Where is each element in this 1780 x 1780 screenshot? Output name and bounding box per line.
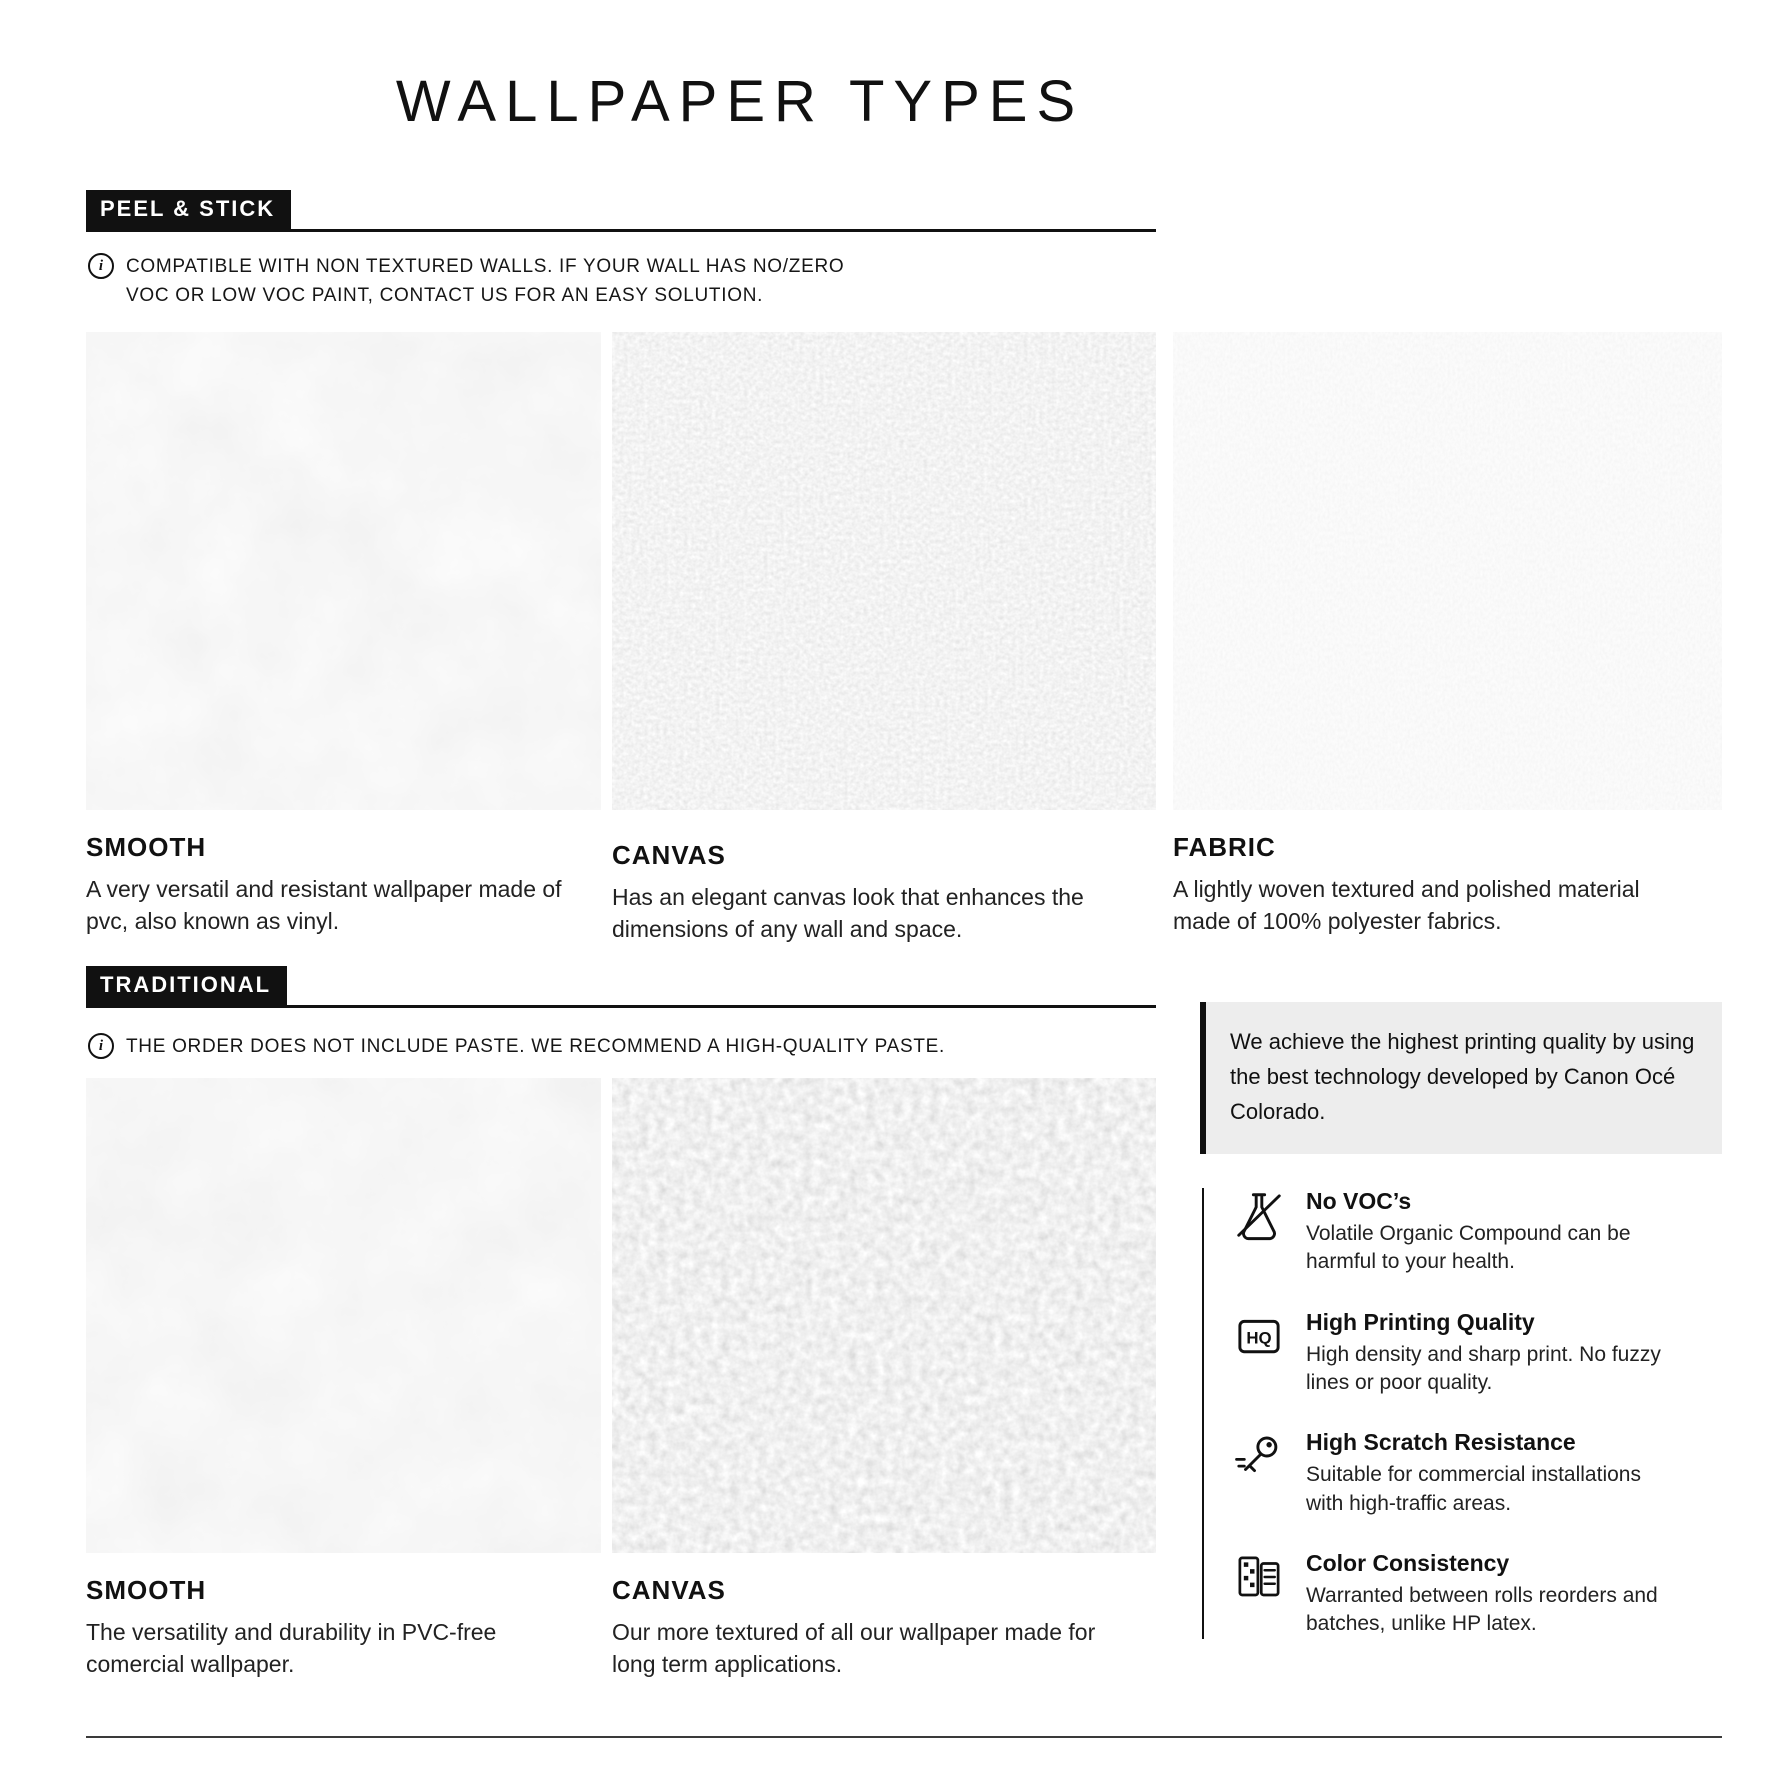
feature-text: [1306, 1309, 1676, 1398]
traditional-swatch-row: [86, 1078, 1173, 1680]
peel-stick-note-text: COMPATIBLE WITH NON TEXTURED WALLS. IF YOUR WALL HAS NO/ZERO VOC OR LOW VOC PAINT, CONTACT US FOR AN EASY SOLUTION.: [126, 256, 845, 307]
fabric-linen-texture-image: [1173, 332, 1722, 810]
feature-text: [1306, 1429, 1676, 1518]
info-icon: i: [88, 253, 114, 279]
hq-badge-label: HQ: [1246, 1328, 1272, 1347]
feature-title: High Scratch Resistance: [1306, 1429, 1576, 1456]
swatch-traditional-smooth: [86, 1078, 601, 1680]
swatch-traditional-canvas: [612, 1078, 1156, 1680]
feature-description: High density and sharp print. No fuzzy lines or poor quality.: [1306, 1342, 1661, 1395]
feature-scratch-resistance: [1232, 1429, 1726, 1518]
swatch-description: A lightly woven textured and polished material made of 100% polyester fabrics.: [1173, 876, 1640, 935]
peel-stick-header-bar: [86, 190, 1156, 232]
swatch-description: The versatility and durability in PVC-free comercial wallpaper.: [86, 1619, 497, 1678]
feature-color-consistency: [1232, 1550, 1726, 1639]
peel-stick-section-tag: PEEL & STICK: [86, 190, 291, 229]
feature-high-printing-quality: [1232, 1309, 1726, 1398]
swatch-description: Our more textured of all our wallpaper made for long term applications.: [612, 1619, 1096, 1678]
swatch-name: FABRIC: [1173, 832, 1276, 862]
feature-text: [1306, 1188, 1676, 1277]
feature-title: Color Consistency: [1306, 1550, 1510, 1577]
page-title: WALLPAPER TYPES: [395, 69, 1085, 134]
swatch-name: SMOOTH: [86, 1575, 207, 1605]
feature-title: High Printing Quality: [1306, 1308, 1535, 1335]
canvas-weave-texture-image: [612, 332, 1156, 810]
swatch-name: SMOOTH: [86, 832, 207, 862]
peel-stick-note: [88, 252, 918, 311]
feature-description: Warranted between rolls reorders and batches, unlike HP latex.: [1306, 1584, 1658, 1636]
feature-no-voc: [1232, 1188, 1726, 1277]
smooth-paper-texture-image: [86, 1078, 601, 1553]
peel-stick-swatch-row: [86, 332, 1722, 945]
feature-text: [1306, 1550, 1676, 1639]
traditional-note-text: THE ORDER DOES NOT INCLUDE PASTE. WE RECOMMEND A HIGH-QUALITY PASTE.: [126, 1036, 945, 1057]
feature-title: No VOC’s: [1306, 1188, 1412, 1214]
scratch-key-icon: [1232, 1429, 1286, 1483]
feature-description: Suitable for commercial installations with high-traffic areas.: [1306, 1463, 1641, 1515]
swatch-peel-fabric: [1173, 332, 1722, 945]
swatch-description: A very versatil and resistant wallpaper made of pvc, also known as vinyl.: [86, 876, 562, 935]
coarse-canvas-texture-image: [612, 1078, 1156, 1553]
traditional-note: [88, 1032, 1128, 1061]
printing-quality-statement: We achieve the highest printing quality by using the best technology developed by Canon Océ Colorado.: [1200, 1002, 1722, 1154]
no-voc-icon: [1232, 1188, 1286, 1242]
traditional-section-tag: TRADITIONAL: [86, 966, 287, 1005]
info-icon: i: [88, 1033, 114, 1059]
swatch-description: Has an elegant canvas look that enhances the dimensions of any wall and space.: [612, 884, 1084, 943]
feature-list: [1202, 1188, 1726, 1639]
hq-badge-icon: [1232, 1309, 1286, 1363]
bottom-divider: [86, 1736, 1722, 1738]
smooth-vinyl-texture-image: [86, 332, 601, 810]
color-swatch-icon: [1232, 1550, 1286, 1604]
traditional-header-bar: [86, 966, 1156, 1008]
swatch-name: CANVAS: [612, 1575, 726, 1605]
feature-description: Volatile Organic Compound can be harmful to your health.: [1306, 1222, 1631, 1274]
swatch-peel-canvas: [612, 332, 1156, 945]
swatch-peel-smooth: [86, 332, 601, 945]
swatch-name: CANVAS: [612, 840, 726, 870]
